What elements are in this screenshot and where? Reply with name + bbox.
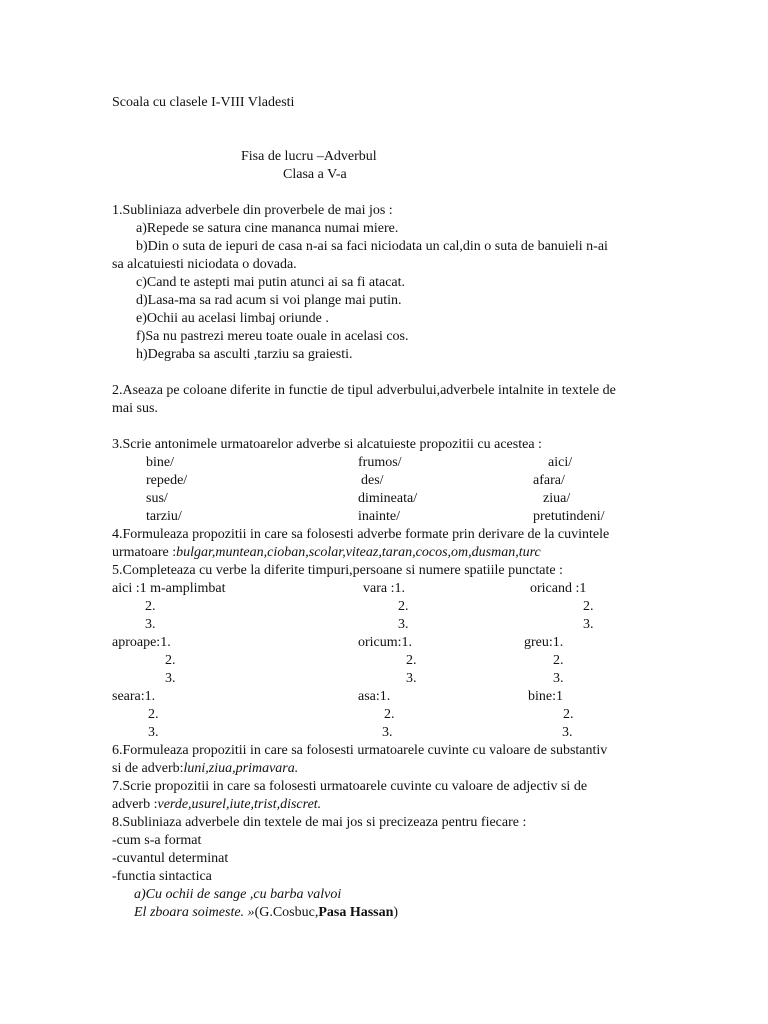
q5-prompt: 5.Completeaza cu verbe la diferite timpuri,persoane si numere spatiile punctate : (112, 563, 563, 578)
q8-criterion: -cuvantul determinat (112, 851, 229, 866)
q8-source-suffix: ) (393, 905, 399, 920)
q5-adverb-head: asa:1. (358, 689, 391, 704)
q3-word: aici/ (548, 455, 573, 470)
q7-line1: 7.Scrie propozitii in care sa folosesti urmatoarele cuvinte cu valoare de adjectiv si de (112, 779, 588, 794)
q3-word: tarziu/ (146, 509, 182, 524)
q5-num: 2. (563, 707, 574, 722)
q3-word: inainte/ (358, 509, 400, 524)
q5-num: 3. (562, 725, 573, 740)
q1-item-f: f)Sa nu pastrezi mereu toate ouale in acelasi cos. (136, 329, 409, 344)
q5-adverb-head: oricum:1. (358, 635, 413, 650)
q4-prefix: urmatoare : (112, 545, 177, 560)
q3-prompt: 3.Scrie antonimele urmatoarelor adverbe si alcatuieste propozitii cu acestea : (112, 437, 542, 452)
q1-prompt: 1.Subliniaza adverbele din proverbele de mai jos : (112, 203, 393, 218)
q5-num: 3. (406, 671, 417, 686)
worksheet-title: Fisa de lucru –Adverbul (241, 149, 377, 164)
q4-line2 (112, 544, 541, 562)
q4-line1: 4.Formuleaza propozitii in care sa folosesti adverbe formate prin derivare de la cuvintele (112, 527, 610, 542)
q3-word: frumos/ (358, 455, 402, 470)
q8-quote-line1: a)Cu ochii de sange ,cu barba valvoi (134, 887, 342, 902)
q1-item-b: b)Din o suta de iepuri de casa n-ai sa faci niciodata un cal,din o suta de banuieli n-ai (136, 239, 608, 254)
q8-source-prefix: (G.Cosbuc, (254, 905, 319, 920)
q8-criterion: -functia sintactica (112, 869, 212, 884)
q5-num: 3. (553, 671, 564, 686)
school-name: Scoala cu clasele I-VIII Vladesti (112, 95, 295, 110)
q6-words: luni,ziua,primavara. (183, 761, 299, 776)
q1-item-b-cont: sa alcatuiesti niciodata o dovada. (112, 257, 297, 272)
q1-item-h: h)Degraba sa asculti ,tarziu sa graiesti. (136, 347, 353, 362)
q5-num: 2. (145, 599, 156, 614)
q5-num: 2. (583, 599, 594, 614)
q6-line1: 6.Formuleaza propozitii in care sa folosesti urmatoarele cuvinte cu valoare de substantiv (112, 743, 608, 758)
q5-adverb-head: oricand :1 (530, 581, 587, 596)
q6-prefix: si de adverb: (112, 761, 184, 776)
q1-item-d: d)Lasa-ma sa rad acum si voi plange mai putin. (136, 293, 402, 308)
q5-num: 2. (384, 707, 395, 722)
q1-item-a: a)Repede se satura cine mananca numai miere. (136, 221, 399, 236)
q2-line2: mai sus. (112, 401, 158, 416)
class-label: Clasa a V-a (283, 167, 347, 182)
q1-item-c: c)Cand te astepti mai putin atunci ai sa fi atacat. (136, 275, 406, 290)
q3-word: bine/ (146, 455, 174, 470)
q8-prompt: 8.Subliniaza adverbele din textele de mai jos si precizeaza pentru fiecare : (112, 815, 527, 830)
q5-num: 3. (165, 671, 176, 686)
q5-num: 2. (406, 653, 417, 668)
q3-word: ziua/ (543, 491, 571, 506)
q3-word: repede/ (146, 473, 188, 488)
q3-word: sus/ (146, 491, 168, 506)
q5-adverb-head: bine:1 (528, 689, 563, 704)
q8-quote-text: El zboara soimeste. » (134, 905, 255, 920)
q3-word: dimineata/ (358, 491, 418, 506)
q8-quote-line2 (134, 904, 398, 922)
q4-words: bulgar,muntean,cioban,scolar,viteaz,taran,cocos,om,dusman,turc (176, 545, 541, 560)
q5-num: 3. (398, 617, 409, 632)
q5-num: 2. (165, 653, 176, 668)
q5-adverb-head: seara:1. (112, 689, 156, 704)
q8-source-title: Pasa Hassan (318, 905, 394, 920)
q5-adverb-head: greu:1. (524, 635, 564, 650)
q5-num: 2. (398, 599, 409, 614)
q3-word: pretutindeni/ (533, 509, 605, 524)
q8-criterion: -cum s-a format (112, 833, 202, 848)
q5-num: 2. (148, 707, 159, 722)
q5-num: 2. (553, 653, 564, 668)
q5-num: 3. (145, 617, 156, 632)
q7-prefix: adverb : (112, 797, 158, 812)
q2-line1: 2.Aseaza pe coloane diferite in functie de tipul adverbului,adverbele intalnite in textele de (112, 383, 616, 398)
q5-num: 3. (583, 617, 594, 632)
q1-item-e: e)Ochii au acelasi limbaj oriunde . (136, 311, 329, 326)
q6-line2 (112, 760, 298, 778)
q5-adverb-head: aproape:1. (112, 635, 171, 650)
q5-num: 3. (148, 725, 159, 740)
q3-word: des/ (361, 473, 384, 488)
q7-line2 (112, 796, 321, 814)
q3-word: afara/ (533, 473, 565, 488)
q5-num: 3. (382, 725, 393, 740)
q5-adverb-head: vara :1. (363, 581, 405, 596)
q5-adverb-head: aici :1 m-amplimbat (112, 581, 226, 596)
q7-words: verde,usurel,iute,trist,discret. (157, 797, 322, 812)
